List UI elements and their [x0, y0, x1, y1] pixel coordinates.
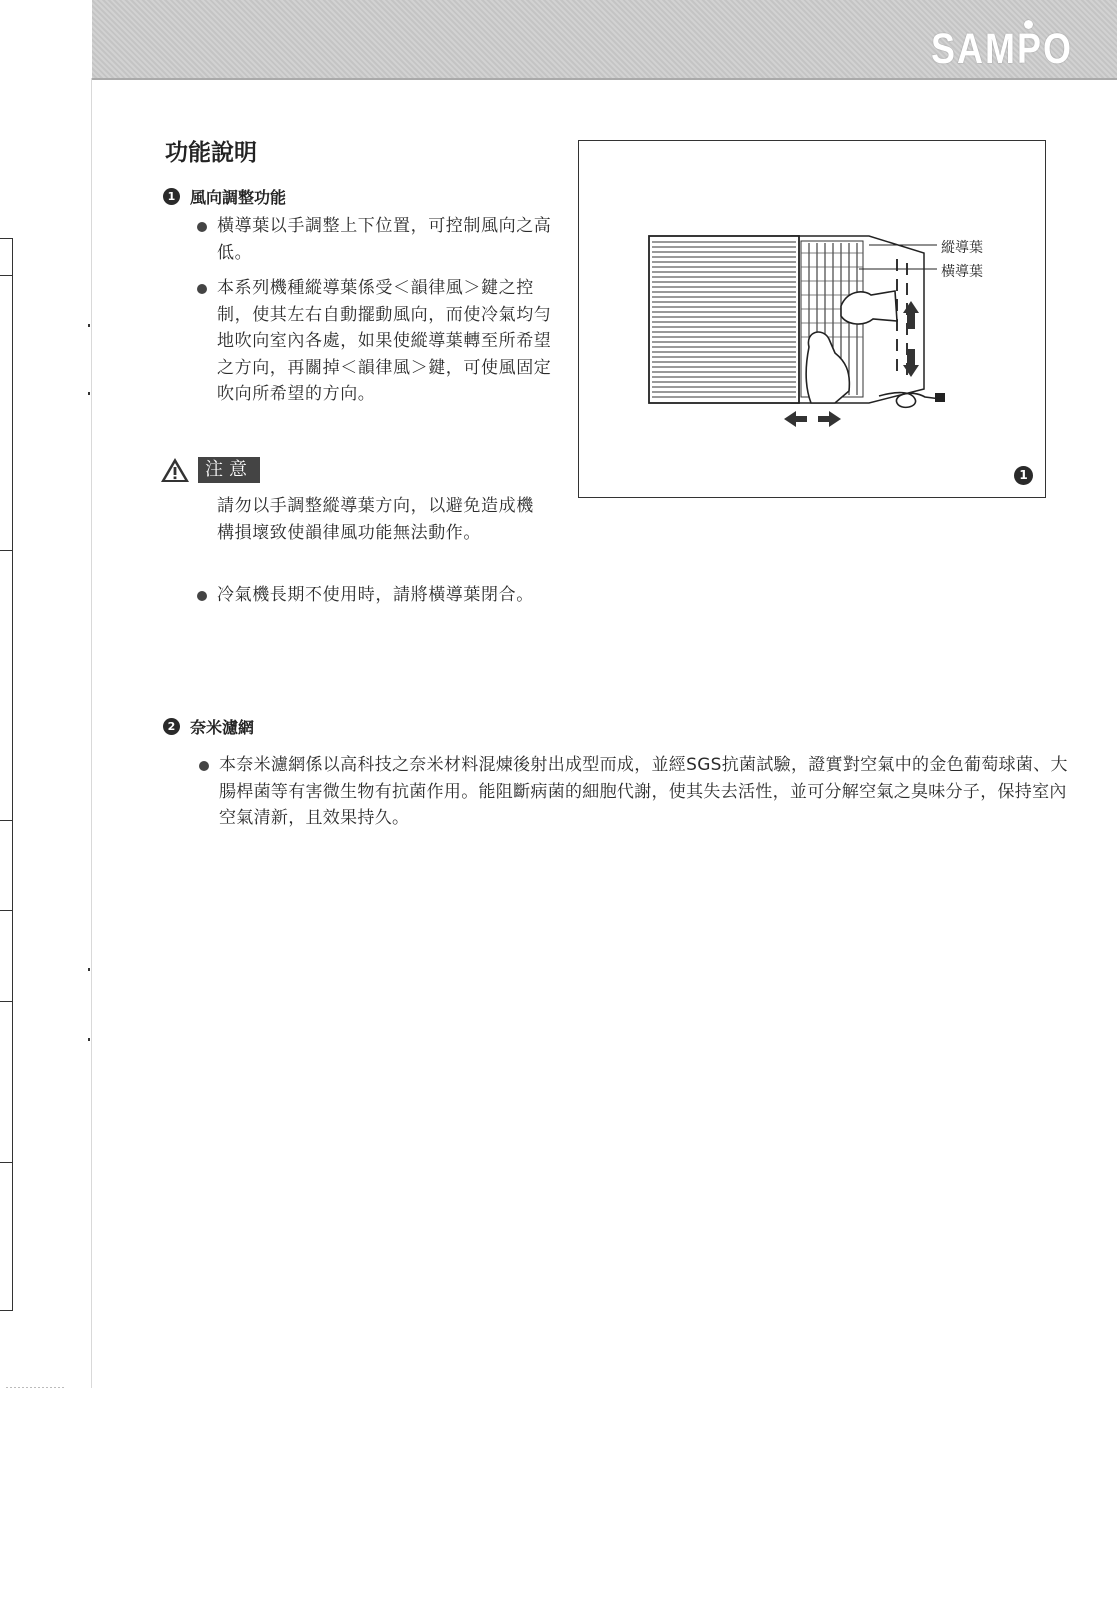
frame-tick [0, 1310, 12, 1311]
bullet-item [197, 752, 1079, 832]
bullet-dot [197, 222, 207, 232]
brand-logo: SAMPO [930, 24, 1073, 73]
margin-mark [88, 392, 90, 395]
frame-tick [0, 550, 12, 551]
illustration-box [578, 140, 1046, 498]
horizontal-louver-label: 橫導葉 [941, 264, 983, 280]
heading-text: 風向調整功能 [190, 188, 287, 207]
margin-mark [88, 968, 90, 971]
left-frame [0, 238, 13, 1311]
frame-tick [0, 238, 12, 239]
faint-rule [6, 1387, 64, 1388]
margin-mark [88, 1038, 90, 1041]
caution-label: 注意 [198, 457, 260, 483]
frame-tick [0, 910, 12, 911]
warning-icon [160, 457, 190, 483]
margin-line [91, 78, 92, 1388]
bullet-dot [197, 591, 207, 601]
bullet-dot [199, 761, 209, 771]
bullet-text: 本系列機種縱導葉係受＜韻律風＞鍵之控制，使其左右自動擺動風向，而使冷氣均勻地吹向室內各處，如果使縱導葉轉至所希望之方向，再關掉＜韻律風＞鍵，可使風固定吹向所希望的方向。 [217, 278, 552, 404]
frame-tick [0, 1162, 12, 1163]
caution-text: 請勿以手調整縱導葉方向，以避免造成機構損壞致使韻律風功能無法動作。 [217, 496, 534, 543]
bullet-item [195, 213, 562, 266]
air-conditioner-illustration [579, 141, 1044, 496]
bullet-item [195, 275, 562, 408]
frame-tick [0, 1001, 12, 1002]
figure-number-badge: 1 [1014, 466, 1033, 485]
bullet-item [195, 582, 562, 609]
bullet-text: 本奈米濾網係以高科技之奈米材料混煉後射出成型而成，並經SGS抗菌試驗，證實對空氣中的金色葡萄球菌、大腸桿菌等有害微生物有抗菌作用。能阻斷病菌的細胞代謝，使其失去活性，並可分解空氣之臭味分子，保持室內空氣清新，且效果持久。 [219, 755, 1068, 828]
caution-heading [160, 457, 260, 483]
margin-mark [88, 324, 90, 327]
frame-tick [0, 275, 12, 276]
bullet-text: 冷氣機長期不使用時，請將橫導葉閉合。 [217, 585, 534, 605]
number-badge: 1 [163, 188, 180, 205]
heading-text: 奈米濾網 [190, 718, 255, 737]
bullet-text: 橫導葉以手調整上下位置，可控制風向之高低。 [217, 216, 552, 263]
frame-tick [0, 820, 12, 821]
number-badge: 2 [163, 718, 180, 735]
vertical-louver-label: 縱導葉 [941, 240, 983, 256]
nano-filter-heading [163, 715, 254, 738]
bullet-dot [197, 284, 207, 294]
section-title: 功能說明 [165, 140, 257, 166]
wind-direction-heading [163, 185, 286, 208]
